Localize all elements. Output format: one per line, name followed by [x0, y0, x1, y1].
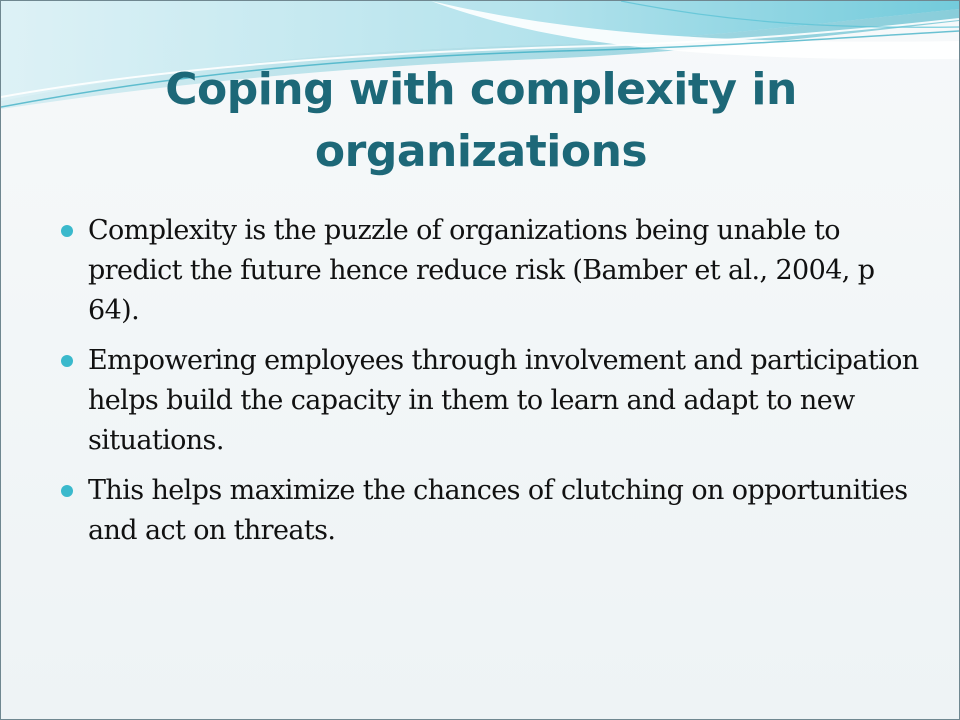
bullet-text: Empowering employees through involvement and participation helps build the capacity in them to learn and adapt to new situations.	[88, 345, 919, 456]
bullet-list	[61, 211, 921, 561]
slide-title: Coping with complexity in organizations	[165, 64, 797, 177]
bullet-text: Complexity is the puzzle of organizations being unable to predict the future hence reduce risk (Bamber et al., 2004, p 64).	[88, 215, 875, 326]
bullet-marker-icon	[61, 485, 73, 497]
bullet-item	[61, 211, 921, 331]
bullet-marker-icon	[61, 355, 73, 367]
bullet-marker-icon	[61, 225, 73, 237]
bullet-item	[61, 471, 921, 551]
bullet-item	[61, 341, 921, 461]
bullet-text: This helps maximize the chances of clutching on opportunities and act on threats.	[88, 475, 908, 546]
